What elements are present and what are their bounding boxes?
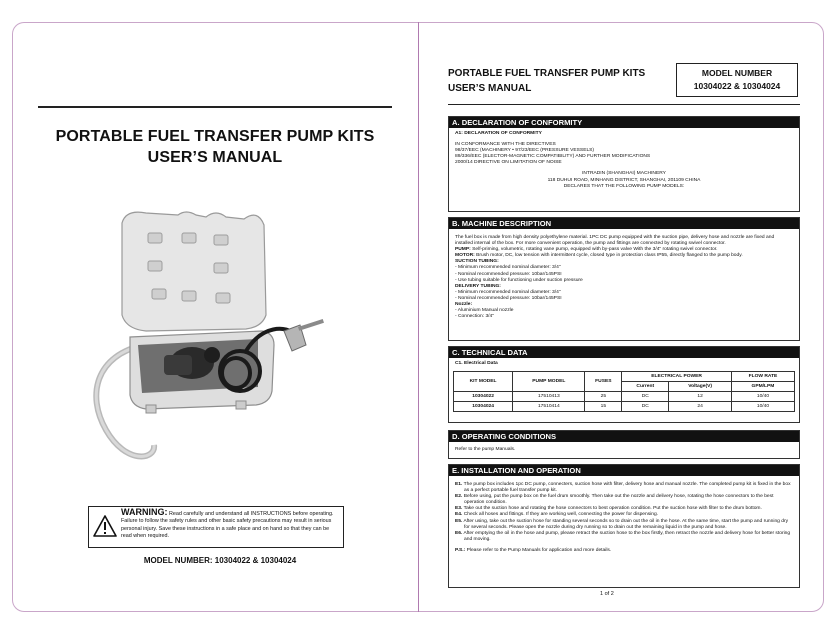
- cell-flow: 10/40: [731, 392, 794, 402]
- cell-kit: 10304024: [454, 402, 513, 412]
- item-text: The pump box includes 1pc DC pump, connecters, suction hose with filter, delivery hose and manual nozzle. The completed pump kit is fixed in the box as a perfect portable fuel transfer pump kit.: [463, 482, 791, 494]
- item-text: Check all hoses and fittings. If they are working well, connecting the power for dispensing.: [463, 512, 659, 518]
- section-a-subheading: A1: DECLARATION OF CONFORMITY: [455, 131, 542, 136]
- col-fuses: FUSES: [585, 372, 622, 392]
- directive-line: 89/336/EEC (ELECTOR-MAGNETIC COMPATIBILITY) AND FURTHER MODIFICATIONS: [455, 154, 651, 160]
- fuel-pump-box-image: [86, 205, 336, 475]
- declaration-statement: DECLARES THAT THE FOLLOWING PUMP MODELS:: [563, 183, 685, 189]
- item-label: E6.: [455, 530, 463, 536]
- item-text: After emptying the oil in the hose and pump, please retract the suction hose to the box firstly, then retract the nozzle and delivery hose for better storing and moving.: [463, 530, 791, 542]
- nozzle-label: Nozzle:: [455, 302, 473, 308]
- model-box-line1: MODEL NUMBER: [701, 68, 773, 78]
- operating-conditions-text: Refer to the pump Manuals.: [455, 447, 516, 452]
- suction-spec: - Use tubing suitable for functioning under suction pressure: [455, 277, 583, 283]
- right-header: [448, 66, 645, 96]
- table-row: [454, 402, 795, 412]
- nozzle-spec: - Aluminium Manual nozzle: [455, 308, 514, 314]
- electrical-data-table: [453, 371, 795, 412]
- cell-current: DC: [622, 392, 669, 402]
- warning-text: Read carefully and understand all INSTRUCTIONS before operating. Failure to follow the safety rules and other basic safety precautions may result in serious personal injury. Save these instructions in a safe place and on hand so that they can be read when required.: [121, 511, 334, 540]
- section-b-heading: B. MACHINE DESCRIPTION: [449, 218, 799, 229]
- left-title-line2: USER’S MANUAL: [147, 149, 283, 166]
- section-e-heading: E. INSTALLATION AND OPERATION: [449, 465, 799, 476]
- col-current: Current: [622, 382, 669, 392]
- left-title-line1: PORTABLE FUEL TRANSFER PUMP KITS: [55, 128, 375, 145]
- pump-text: Self-priming, volumetric, rotating vane pump, equipped with by-pass valve With the 3/4" rotating swivel connector.: [472, 247, 718, 253]
- left-model-number: MODEL NUMBER: 10304022 & 10304024: [143, 556, 297, 565]
- section-installation-operation: [448, 464, 800, 588]
- cell-current: DC: [622, 402, 669, 412]
- directive-line: 2000/14 DIRECTIVE ON LIMITATION OF NOISE: [455, 160, 562, 166]
- pump-label: PUMP:: [455, 247, 471, 253]
- section-c-heading: C. TECHNICAL DATA: [449, 347, 799, 358]
- cell-fuses: 25: [585, 392, 622, 402]
- col-kit-model: KIT MODEL: [454, 372, 513, 392]
- header-rule: [448, 104, 800, 105]
- section-a-heading: A. DECLARATION OF CONFORMITY: [449, 117, 799, 128]
- warning-text-block: [121, 509, 340, 541]
- col-flow-rate: FLOW RATE: [731, 372, 794, 382]
- warning-label: WARNING:: [121, 507, 168, 517]
- company-name: INTRADIN (SHANGHAI) MACHINERY: [582, 171, 666, 177]
- motor-label: MOTOR:: [455, 253, 475, 259]
- motor-text: Brush motor, DC, low tension with intermittent cycle, closed type in protection class IP55, directly flanged to the pump body.: [476, 253, 743, 259]
- col-voltage: Voltage(V): [669, 382, 732, 392]
- delivery-tubing-label: DELIVERY TUBING:: [455, 283, 501, 289]
- section-c-subheading: C1. Electrical Data: [455, 361, 498, 366]
- cell-voltage: 12: [669, 392, 732, 402]
- col-electrical-power: ELECTRICAL POWER: [622, 372, 732, 382]
- section-declaration: [448, 116, 800, 212]
- warning-triangle-icon: [93, 514, 117, 538]
- right-header-line1: PORTABLE FUEL TRANSFER PUMP KITS: [448, 68, 646, 79]
- ps-label: P.S.:: [455, 547, 466, 553]
- item-label: E4.: [455, 512, 463, 518]
- cell-kit: 10304022: [454, 392, 513, 402]
- section-technical-data: [448, 346, 800, 423]
- suction-spec: - Nominal recommended pressure: 10bar/145PSI: [455, 271, 562, 277]
- section-machine-description: [448, 217, 800, 341]
- title-rule: [38, 106, 392, 108]
- cell-fuses: 15: [585, 402, 622, 412]
- item-text: Take out the suction hose and rotating the hose connectors to best operation condition. Put the suction hose with filter to the drum bottom.: [463, 506, 762, 512]
- company-address: 118 DUHUI ROAD, MINHANG DISTRICT, SHANGHAI, 201109 CHINA: [547, 177, 701, 183]
- list-item: [455, 494, 793, 506]
- list-item: [455, 519, 793, 531]
- item-label: E1.: [455, 482, 463, 487]
- description-intro: The fuel box is made from high density polyethylene material. 1PC DC pump equipped with the suction pipe, delivery hose and nozzle are fixed and installed internal of the box. For more convenient operation, the pump and fittings are connected by rotating swivel connector.: [455, 235, 775, 247]
- cell-pump: 17510414: [513, 402, 585, 412]
- section-d-heading: D. OPERATING CONDITIONS: [449, 431, 799, 442]
- cell-pump: 17510413: [513, 392, 585, 402]
- directive-line: IN CONFORMANCE WITH THE DIRECTIVES: [455, 142, 556, 148]
- warning-box: [88, 506, 344, 548]
- page-number: 1 of 2: [600, 591, 614, 597]
- list-item: [455, 482, 793, 494]
- cell-flow: 10/40: [731, 402, 794, 412]
- delivery-spec: - Nominal recommended pressure: 10bar/145PSI: [455, 295, 562, 301]
- section-operating-conditions: [448, 430, 800, 459]
- nozzle-spec: - Connection: 3/4": [455, 314, 494, 320]
- item-text: Before using, put the pump box on the fuel drum smoothly. Then take out the nozzle and delivery hose, rotating the hose connectors to the best operation condition.: [463, 494, 774, 506]
- model-box-line2: 10304022 & 10304024: [693, 81, 781, 91]
- col-flow-unit: GPM/LPM: [731, 382, 794, 392]
- list-item: [455, 531, 793, 543]
- item-text: After using, take out the suction hose for standing several seconds so to drain out the oil in the hose. At the same time, start the pump and running dry for several seconds. Please open the nozzle during dry running so to drain out the remaining liquid in the pump and hose.: [463, 518, 789, 530]
- delivery-spec: - Minimum recommended nominal diameter: 3/4": [455, 289, 561, 295]
- page-spine: [418, 22, 419, 612]
- col-pump-model: PUMP MODEL: [513, 372, 585, 392]
- model-number-box: [676, 63, 798, 97]
- ps-text: Please refer to the Pump Manuals for application and more details.: [466, 547, 612, 553]
- table-row: [454, 392, 795, 402]
- suction-spec: - Minimum recommended nominal diameter: 3/4": [455, 265, 561, 271]
- right-header-line2: USER’S MANUAL: [448, 83, 532, 94]
- item-label: E2.: [455, 494, 463, 500]
- cell-voltage: 24: [669, 402, 732, 412]
- directive-line: 98/37/EEC (MACHINERY • 97/23/EEC (PRESSURE VESSELS): [455, 148, 595, 154]
- item-label: E3.: [455, 506, 463, 512]
- item-label: E5.: [455, 518, 463, 524]
- suction-tubing-label: SUCTION TUBING:: [455, 259, 499, 265]
